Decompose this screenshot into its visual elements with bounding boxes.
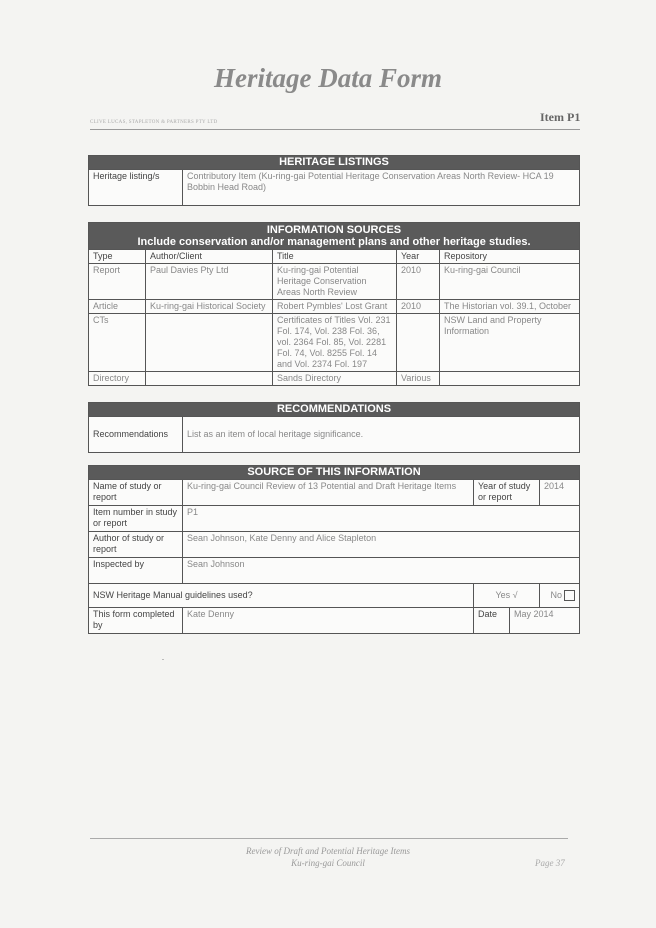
source-title: Ku-ring-gai Potential Heritage Conservation Areas North Review xyxy=(273,264,397,300)
study-name-label: Name of study or report xyxy=(89,480,183,506)
page-number: Page 37 xyxy=(535,858,565,868)
footer-divider xyxy=(90,838,568,839)
col-year: Year xyxy=(397,250,440,264)
col-author: Author/Client xyxy=(146,250,273,264)
completed-by-value: Kate Denny xyxy=(183,608,474,634)
col-repository: Repository xyxy=(440,250,580,264)
no-checkbox[interactable] xyxy=(564,590,575,601)
recommendations-heading: RECOMMENDATIONS xyxy=(89,403,580,417)
source-author xyxy=(146,314,273,372)
inspected-by-value: Sean Johnson xyxy=(183,558,580,584)
completed-by-label: This form completed by xyxy=(89,608,183,634)
author-value: Sean Johnson, Kate Denny and Alice Stapleton xyxy=(183,532,580,558)
header-divider xyxy=(90,129,580,130)
source-year: 2010 xyxy=(397,300,440,314)
source-year: Various xyxy=(397,372,440,386)
source-year xyxy=(397,314,440,372)
information-sources-subtitle: Include conservation and/or management plans and other heritage studies. xyxy=(137,236,531,248)
source-author: Paul Davies Pty Ltd xyxy=(146,264,273,300)
no-option[interactable] xyxy=(540,584,580,608)
source-type: Article xyxy=(89,300,146,314)
heritage-listings-heading: HERITAGE LISTINGS xyxy=(89,156,580,170)
study-year-value: 2014 xyxy=(540,480,580,506)
author-label: Author of study or report xyxy=(89,532,183,558)
information-sources-table xyxy=(88,222,580,386)
table-row xyxy=(89,264,580,300)
source-title: Robert Pymbles' Lost Grant xyxy=(273,300,397,314)
source-type: CTs xyxy=(89,314,146,372)
source-repository: Ku-ring-gai Council xyxy=(440,264,580,300)
recommendations-value: List as an item of local heritage significance. xyxy=(183,417,580,453)
source-title: Certificates of Titles Vol. 231 Fol. 174, Vol. 238 Fol. 36, vol. 2364 Fol. 85, Vol. 2281 Fol. 74, Vol. 8255 Fol. 14 and Vol. 2374 Fol. 197 xyxy=(273,314,397,372)
source-repository xyxy=(440,372,580,386)
scan-speck xyxy=(162,659,164,660)
date-label: Date xyxy=(474,608,510,634)
footer-line-2: Ku-ring-gai Council xyxy=(291,858,365,868)
source-type: Directory xyxy=(89,372,146,386)
information-sources-heading xyxy=(89,223,580,250)
no-label: No xyxy=(550,589,562,600)
yes-option[interactable]: Yes √ xyxy=(474,584,540,608)
col-title: Title xyxy=(273,250,397,264)
heritage-listings-table xyxy=(88,155,580,206)
date-value: May 2014 xyxy=(510,608,580,634)
source-type: Report xyxy=(89,264,146,300)
source-year: 2010 xyxy=(397,264,440,300)
heritage-listing-value: Contributory Item (Ku-ring-gai Potential Heritage Conservation Areas North Review- HCA 19 Bobbin Head Road) xyxy=(183,170,580,206)
item-number-value: P1 xyxy=(183,506,580,532)
table-row xyxy=(89,300,580,314)
footer-line-1: Review of Draft and Potential Heritage Items xyxy=(246,846,410,856)
source-info-table xyxy=(88,465,580,634)
firm-name: CLIVE LUCAS, STAPLETON & PARTNERS PTY LTD xyxy=(90,120,218,125)
source-repository: The Historian vol. 39.1, October xyxy=(440,300,580,314)
source-repository: NSW Land and Property Information xyxy=(440,314,580,372)
col-type: Type xyxy=(89,250,146,264)
recommendations-label: Recommendations xyxy=(89,417,183,453)
source-info-heading: SOURCE OF THIS INFORMATION xyxy=(89,466,580,480)
heritage-manual-label: NSW Heritage Manual guidelines used? xyxy=(89,584,474,608)
inspected-by-label: Inspected by xyxy=(89,558,183,584)
source-title: Sands Directory xyxy=(273,372,397,386)
study-year-label: Year of study or report xyxy=(474,480,540,506)
item-id: Item P1 xyxy=(540,110,581,124)
form-title: Heritage Data Form xyxy=(214,63,442,93)
table-row xyxy=(89,372,580,386)
source-author: Ku-ring-gai Historical Society xyxy=(146,300,273,314)
study-name-value: Ku-ring-gai Council Review of 13 Potential and Draft Heritage Items xyxy=(183,480,474,506)
information-sources-title: INFORMATION SOURCES xyxy=(266,224,402,236)
recommendations-table xyxy=(88,402,580,453)
source-author xyxy=(146,372,273,386)
table-row xyxy=(89,314,580,372)
heritage-listing-label: Heritage listing/s xyxy=(89,170,183,206)
item-number-label: Item number in study or report xyxy=(89,506,183,532)
